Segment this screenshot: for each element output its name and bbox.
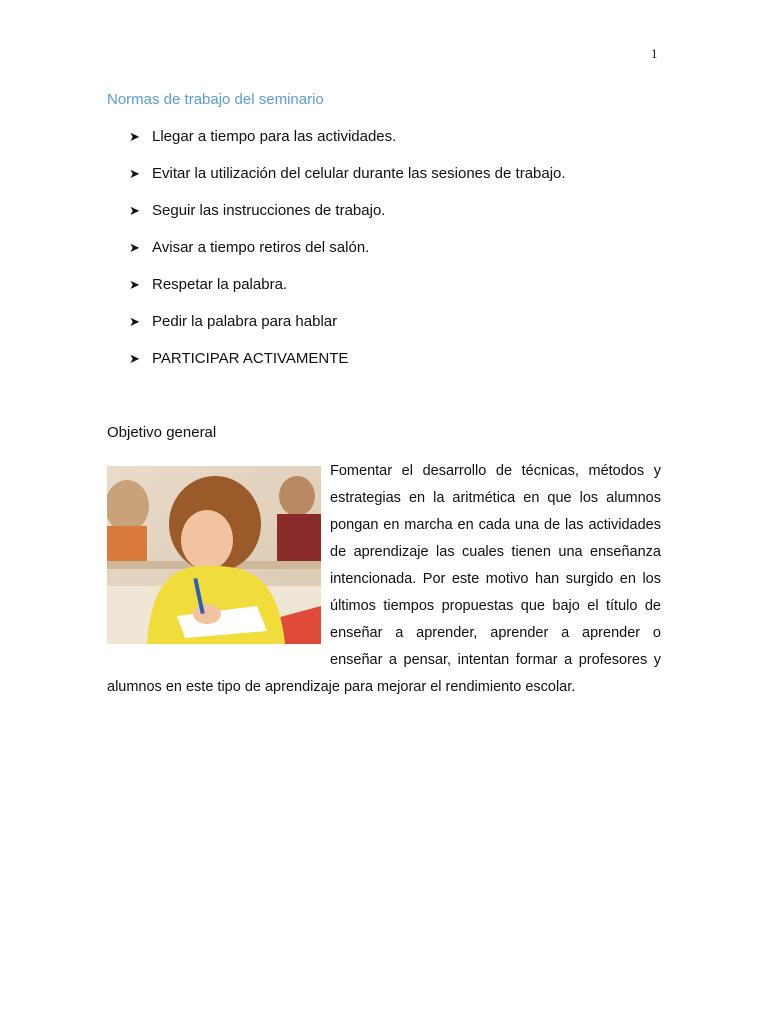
rule-item <box>129 272 566 309</box>
arrow-bullet-icon: ➤ <box>129 351 140 366</box>
rule-item <box>129 346 566 383</box>
arrow-bullet-icon: ➤ <box>129 314 140 329</box>
objective-title: Objetivo general <box>107 424 217 441</box>
arrow-bullet-icon: ➤ <box>129 166 140 181</box>
arrow-bullet-icon: ➤ <box>129 240 140 255</box>
objective-body-text: Fomentar el desarrollo de técnicas, métodos y estrategias en la aritmética en que los alumnos pongan en marcha en cada una de las actividades de aprendizaje las cuales tienen una enseñanza intencionada. Por este motivo han surgido en los últimos tiempos propuestas que bajo el título de enseñar a aprender, aprender a aprender o enseñar a pensar, intentan formar a profesores y alumnos en este tipo de aprendizaje para mejorar el rendimiento escolar. <box>107 463 661 695</box>
rule-item <box>129 198 566 235</box>
arrow-bullet-icon: ➤ <box>129 203 140 218</box>
student-writing-photo <box>107 466 321 644</box>
rule-item <box>129 309 566 346</box>
arrow-bullet-icon: ➤ <box>129 277 140 292</box>
rule-text: Evitar la utilización del celular durante las sesiones de trabajo. <box>152 165 566 182</box>
arrow-bullet-icon: ➤ <box>129 129 140 144</box>
rule-item <box>129 235 566 272</box>
objective-section <box>107 458 661 701</box>
rule-item <box>129 124 566 161</box>
page-number: 1 <box>651 46 658 61</box>
rule-item <box>129 161 566 198</box>
rule-text: Pedir la palabra para hablar <box>152 313 338 330</box>
rule-text: Seguir las instrucciones de trabajo. <box>152 202 386 219</box>
rule-text: Llegar a tiempo para las actividades. <box>152 128 397 145</box>
rules-list <box>129 124 566 383</box>
rule-text: Respetar la palabra. <box>152 276 288 293</box>
section-title: Normas de trabajo del seminario <box>107 91 324 108</box>
rule-text: PARTICIPAR ACTIVAMENTE <box>152 350 349 367</box>
rule-text: Avisar a tiempo retiros del salón. <box>152 239 370 256</box>
